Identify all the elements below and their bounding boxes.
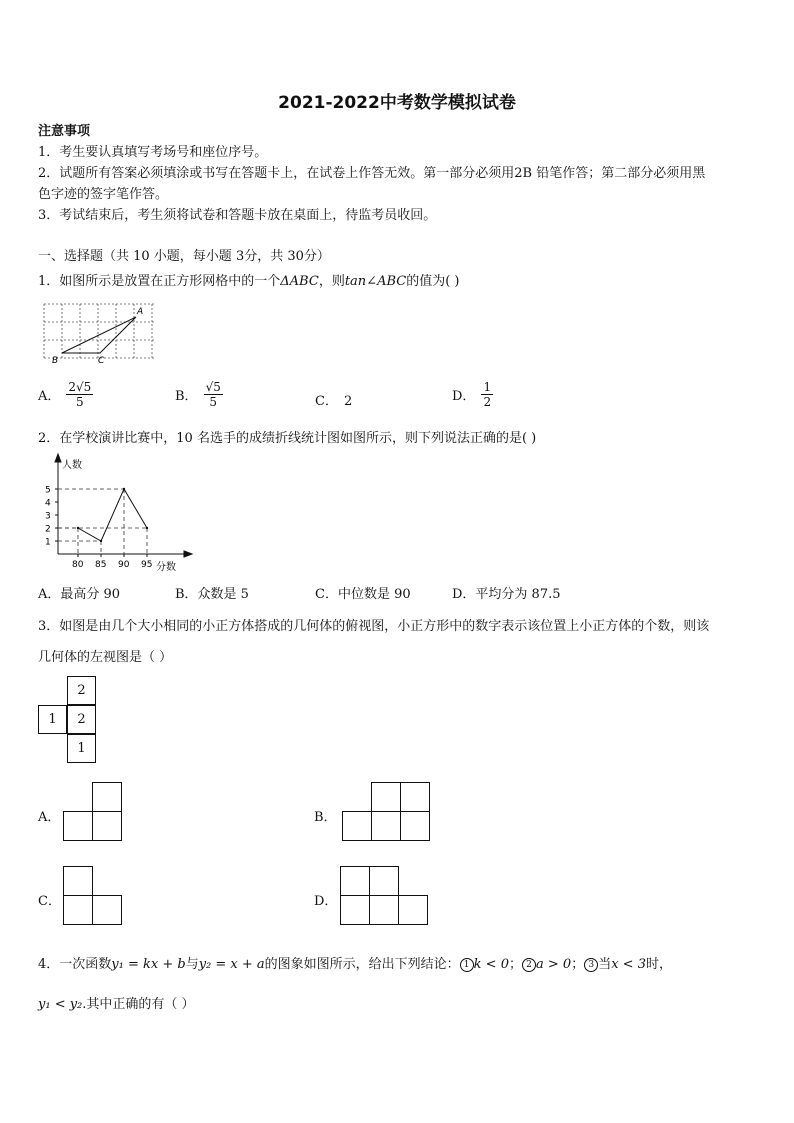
notice-item-2: 2．试题所有答案必须填涂或书写在答题卡上，在试卷上作答无效。第一部分必须用2B 铅笔作答；第二部分必须用黑 bbox=[38, 166, 706, 181]
q1-text-suffix: 的值为( ) bbox=[406, 274, 460, 289]
option-letter: A． bbox=[38, 389, 61, 404]
circled-number: 3 bbox=[584, 958, 598, 972]
cube-face bbox=[92, 811, 122, 841]
q4-function-2: y₂ = x + a bbox=[198, 957, 265, 972]
top-view-cell-top: 2 bbox=[67, 676, 96, 705]
y-tick-label: 5 bbox=[45, 485, 51, 496]
q4-conclusion-1: k < 0 bbox=[473, 957, 509, 972]
q4-conclusion-3: x < 3 bbox=[611, 957, 646, 972]
question-1 bbox=[38, 270, 459, 289]
question-3-line-2: 几何体的左视图是（ ） bbox=[38, 650, 173, 665]
circled-number: 2 bbox=[522, 958, 536, 972]
q2-option-c[interactable]: C．中位数是 90 bbox=[315, 587, 411, 602]
q3-option-d-label[interactable]: D． bbox=[314, 894, 338, 909]
q2-option-d[interactable]: D．平均分为 87.5 bbox=[452, 587, 561, 602]
y-tick-label: 4 bbox=[45, 498, 51, 509]
series-line bbox=[78, 489, 147, 541]
label-a: A bbox=[137, 307, 144, 317]
cube-face bbox=[92, 782, 122, 812]
q4-function-1: y₁ = kx + b bbox=[111, 957, 186, 972]
top-view-cell-mid: 2 bbox=[67, 705, 96, 734]
data-point bbox=[100, 540, 102, 542]
numerator: 1 bbox=[483, 380, 492, 394]
denominator: 5 bbox=[76, 395, 84, 409]
data-point bbox=[77, 527, 79, 529]
q1-fraction-d bbox=[481, 380, 493, 409]
option-value: 2 bbox=[343, 394, 353, 409]
notice-item-2-cont: 色字迹的签字笔作答。 bbox=[38, 187, 169, 202]
q1-grid-figure bbox=[40, 300, 160, 372]
label-b: B bbox=[52, 356, 59, 366]
cube-face bbox=[371, 782, 401, 812]
notice-item-3: 3．考试结束后，考生须将试卷和答题卡放在桌面上，待监考员收回。 bbox=[38, 208, 437, 223]
cube-face bbox=[342, 811, 372, 841]
numerator: 2√5 bbox=[68, 380, 92, 394]
top-view-cell-bottom: 1 bbox=[67, 734, 96, 763]
q2-option-b[interactable]: B．众数是 5 bbox=[175, 587, 249, 602]
x-axis-label: 分数 bbox=[156, 562, 176, 573]
q1-expression: tan∠ABC bbox=[344, 274, 407, 289]
q4-text-prefix: 4．一次函数 bbox=[38, 957, 112, 972]
cube-face bbox=[340, 866, 370, 896]
q1-option-d[interactable] bbox=[452, 380, 493, 409]
x-axis-arrow bbox=[184, 551, 192, 557]
notice-item-1: 1．考生要认真填写考场号和座位序号。 bbox=[38, 145, 268, 160]
cube-face bbox=[398, 895, 428, 925]
q4-conclusion-2: a > 0 bbox=[536, 957, 572, 972]
top-view-cell-left: 1 bbox=[38, 705, 67, 734]
question-4-line-1: 4．一次函数y₁ = kx + b与y₂ = x + a的图象如图所示，给出下列结论： 1 k < 0； 2 a > 0； 3 当x < 3时， bbox=[38, 957, 672, 972]
q4-text-ask: .其中正确的有（ ） bbox=[82, 997, 195, 1012]
q2-option-a[interactable]: A．最高分 90 bbox=[38, 587, 121, 602]
q1-option-c[interactable] bbox=[315, 390, 352, 409]
x-tick-label: 95 bbox=[141, 560, 153, 570]
cube-face bbox=[369, 895, 399, 925]
q4-text-then: 时， bbox=[645, 957, 672, 972]
y-axis-arrow bbox=[55, 454, 61, 462]
q4-text-conclusions: 的图象如图所示，给出下列结论： bbox=[264, 957, 460, 972]
q4-text-when: 当 bbox=[598, 957, 612, 972]
page-title: 2021-2022中考数学模拟试卷 bbox=[278, 93, 516, 113]
q3-option-a-label[interactable]: A． bbox=[38, 810, 61, 825]
section-heading: 一、选择题（共 10 小题，每小题 3分，共 30分） bbox=[38, 249, 330, 264]
y-tick-label: 2 bbox=[45, 524, 51, 535]
cube-face bbox=[400, 782, 430, 812]
option-letter: D． bbox=[452, 389, 476, 404]
cube-face bbox=[369, 866, 399, 896]
q1-text-mid: ，则 bbox=[318, 274, 345, 289]
label-c: C bbox=[98, 356, 105, 366]
q1-fraction-b bbox=[204, 380, 223, 409]
cube-face bbox=[63, 866, 93, 896]
question-3-line-1: 3．如图是由几个大小相同的小正方体搭成的几何体的俯视图，小正方形中的数字表示该位置上小正方体的个数，则该 bbox=[38, 619, 710, 634]
q4-text-and: 与 bbox=[185, 957, 199, 972]
y-axis-label: 人数 bbox=[62, 460, 82, 471]
circled-number: 1 bbox=[460, 958, 474, 972]
cube-face bbox=[400, 811, 430, 841]
y-tick-label: 1 bbox=[45, 537, 51, 548]
data-point bbox=[123, 488, 125, 490]
q1-triangle: ΔABC bbox=[280, 274, 319, 289]
y-tick-label: 3 bbox=[45, 511, 51, 522]
x-tick-label: 85 bbox=[95, 560, 107, 570]
data-point bbox=[146, 527, 148, 529]
x-tick-label: 80 bbox=[72, 560, 84, 570]
q3-option-c-label[interactable]: C． bbox=[38, 894, 61, 909]
cube-face bbox=[92, 895, 122, 925]
cube-face bbox=[63, 895, 93, 925]
question-2: 2．在学校演讲比赛中，10 名选手的成绩折线统计图如图所示，则下列说法正确的是( ) bbox=[38, 431, 537, 446]
x-tick-label: 90 bbox=[118, 560, 130, 570]
option-letter: B． bbox=[175, 389, 198, 404]
q1-fraction-a bbox=[66, 380, 93, 409]
q1-text-prefix: 1．如图所示是放置在正方形网格中的一个 bbox=[38, 274, 281, 289]
question-4-line-2 bbox=[38, 993, 195, 1012]
cube-face bbox=[371, 811, 401, 841]
q4-inequality: y₁ < y₂ bbox=[38, 997, 83, 1012]
cube-face bbox=[340, 895, 370, 925]
numerator: √5 bbox=[205, 380, 221, 394]
q1-option-a[interactable] bbox=[38, 380, 93, 409]
option-letter: C． bbox=[315, 394, 338, 409]
denominator: 5 bbox=[209, 395, 218, 409]
q3-option-b-label[interactable]: B． bbox=[314, 810, 337, 825]
q2-line-chart bbox=[38, 452, 198, 574]
denominator: 2 bbox=[483, 395, 492, 409]
notice-heading: 注意事项 bbox=[38, 124, 91, 139]
q1-option-b[interactable] bbox=[175, 380, 223, 409]
cube-face bbox=[63, 811, 93, 841]
